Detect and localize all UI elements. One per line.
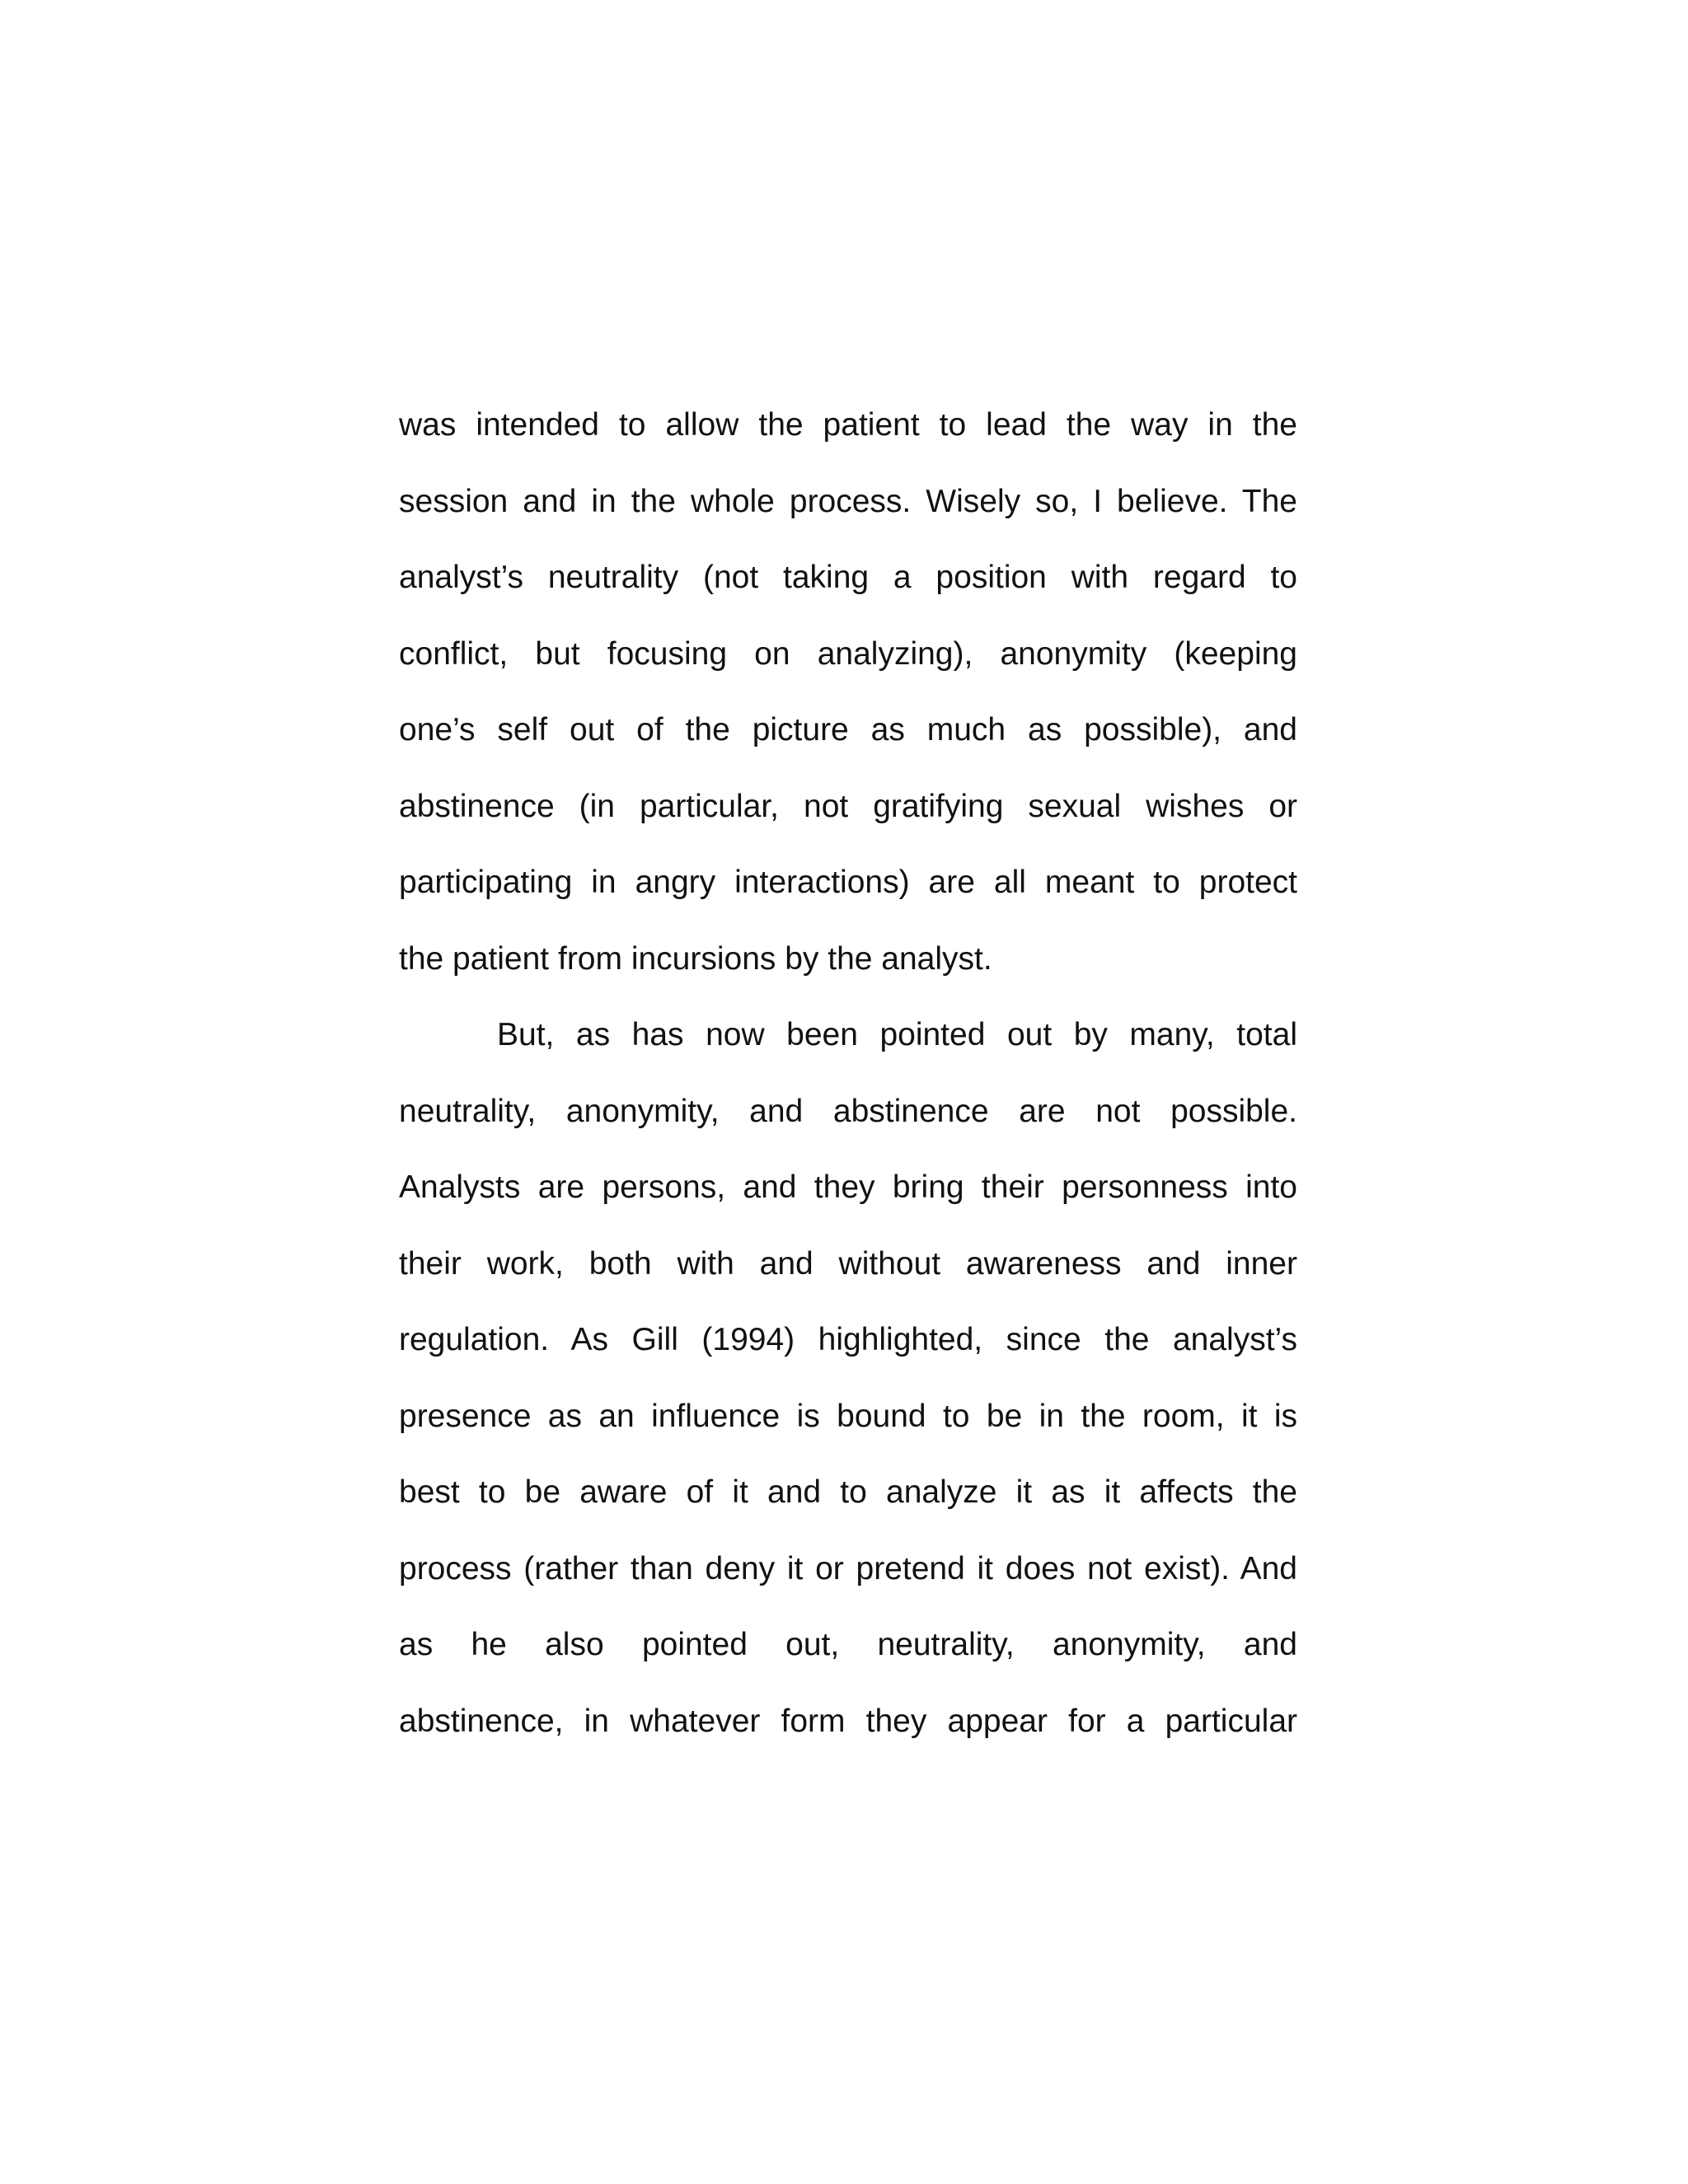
text-line: as he also pointed out, neutrality, anonymity, and: [399, 1627, 1297, 1662]
text-line: abstinence (in particular, not gratifying sexual wishes or: [399, 788, 1297, 824]
text-line: abstinence, in whatever form they appear for a particular: [399, 1703, 1297, 1739]
text-line: neutrality, anonymity, and abstinence are not possible.: [399, 1093, 1297, 1129]
body-text: [399, 387, 1297, 1760]
text-line: participating in angry interactions) are all meant to protect: [399, 865, 1297, 900]
text-line: regulation. As Gill (1994) highlighted, since the analyst’s: [399, 1322, 1297, 1357]
paragraph-start-line: But, as has now been pointed out by many, total: [497, 1017, 1297, 1052]
text-line: was intended to allow the patient to lead the way in the: [399, 407, 1297, 443]
text-line: their work, both with and without awareness and inner: [399, 1245, 1297, 1282]
text-line: conflict, but focusing on analyzing), anonymity (keeping: [399, 635, 1297, 672]
paragraph-end-line: the patient from incursions by the analyst.: [399, 940, 992, 977]
text-line: one’s self out of the picture as much as possible), and: [399, 712, 1297, 748]
text-line: analyst’s neutrality (not taking a position with regard to: [399, 560, 1297, 595]
text-line: Analysts are persons, and they bring their personness into: [399, 1169, 1297, 1205]
text-line: process (rather than deny it or pretend it does not exist). And: [399, 1550, 1297, 1586]
text-line: best to be aware of it and to analyze it as it affects the: [399, 1474, 1297, 1510]
text-line: session and in the whole process. Wisely so, I believe. The: [399, 483, 1297, 519]
text-line: presence as an influence is bound to be in the room, it is: [399, 1398, 1297, 1434]
